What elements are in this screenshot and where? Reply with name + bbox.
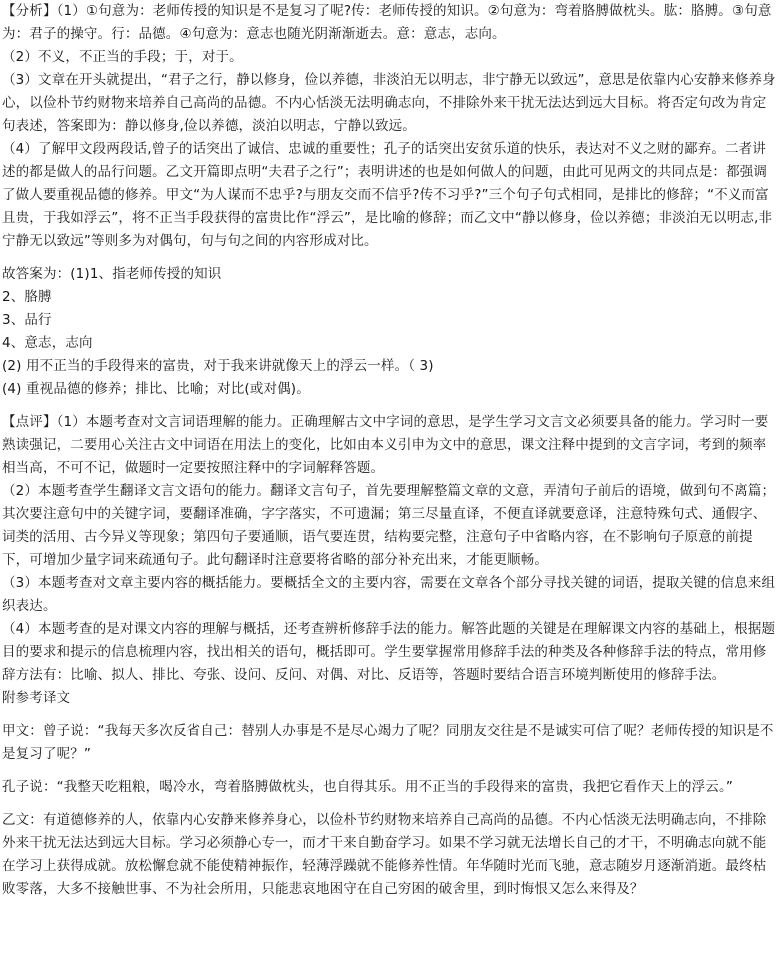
spacer (2, 710, 776, 720)
answer-line-6: (4) 重视品德的修养；排比、比喻；对比(或对偶)。 (2, 381, 310, 397)
analysis-section (2, 0, 776, 253)
answer-line-1: 故答案为：(1)1、指老师传授的知识 (2, 266, 222, 282)
answer-line-3: 3、品行 (2, 312, 52, 328)
answer-line-4: 4、意志，志向 (2, 335, 93, 351)
spacer (2, 799, 776, 809)
translation-paragraph-3: 乙文：有道德修养的人，依靠内心安静来修养身心，以俭朴节约财物来培养自己高尚的品德。不内心恬淡无法明确志向，不排除外来干扰无法达到远大目标。学习必须静心专一，而才干来自勤奋学习。如果不学习就无法增长自己的才干，不明确志向就不能在学习上获得成就。放松懈怠就不能使精神振作，轻薄浮躁就不能修养性情。年华随时光而飞驰，意志随岁月逐渐消逝。最终枯败零落，大多不接触世事、不为社会所用，只能悲哀地困守在自己穷困的破舍里，到时悔恨又怎么来得及？ (2, 812, 767, 897)
analysis-paragraph-3: （3）文章在开头就提出，“君子之行，静以修身，俭以养德，非淡泊无以明志，非宁静无以致远”，意思是依靠内心安静来修养身心，以俭朴节约财物来培养自己高尚的品德。不内心恬淡无法明确志向，不排除外来干扰无法达到远大目标。将否定句改为肯定句表述，答案即为：静以修身,俭以养德，淡泊以明志，宁静以致远。 (2, 72, 776, 134)
translation-paragraph-1: 甲文：曾子说：“我每天多次反省自己：替别人办事是不是尽心竭力了呢？同朋友交往是不是诚实可信了呢？老师传授的知识是不是复习了呢？” (2, 723, 774, 762)
analysis-paragraph-2: （2）不义，不正当的手段；于，对于。 (2, 49, 243, 65)
answer-line-2: 2、胳膊 (2, 289, 52, 305)
spacer (2, 401, 776, 411)
analysis-paragraph-4: （4）了解甲文段两段话,曾子的话突出了诚信、忠诚的重要性；孔子的话突出安贫乐道的快乐，表达对不义之财的鄙弃。二者讲述的都是做人的品行问题。乙文开篇即点明“夫君子之行”；表明讲述的也是如何做人的问题，由此可见两文的共同点是：都强调了做人要重视品德的修养。甲文“为人谋而不忠乎?与朋友交而不信乎?传不习乎?”三个句子句式相同，是排比的修辞；“不义而富且贵，于我如浮云”，将不正当手段获得的富贵比作“浮云”，是比喻的修辞；而乙文中“静以修身，俭以养德；非淡泊无以明志,非宁静无以致远”等则多为对偶句，句与句之间的内容形成对比。 (2, 141, 773, 249)
reference-translation-heading: 附参考译文 (2, 690, 71, 706)
comment-section (2, 411, 776, 710)
comment-paragraph-4: （4）本题考查的是对课文内容的理解与概括，还考查辨析修辞手法的能力。解答此题的关键是在理解课文内容的基础上，根据题目的要求和提示的信息梳理内容，找出相关的语句，概括即可。学生要掌握常用修辞手法的种类及各种修辞手法的特点，常用修辞方法有：比喻、拟人、排比、夸张、设问、反问、对偶、对比、反语等，答题时要结合语言环境判断使用的修辞手法。 (2, 621, 776, 683)
spacer (2, 766, 776, 776)
comment-paragraph-1: 【点评】（1）本题考查对文言词语理解的能力。正确理解古文中字词的意思，是学生学习文言文必须要具备的能力。学习时一要熟读强记，二要用心关注古文中词语在用法上的变化，比如由本义引申为文中的意思，课文注释中提到的文言字词，考到的频率相当高，不可不记，做题时一定要按照注释中的字词解释答题。 (2, 414, 769, 476)
comment-paragraph-3: （3）本题考查对文章主要内容的概括能力。要概括全文的主要内容，需要在文章各个部分寻找关键的词语，提取关键的信息来组织表达。 (2, 575, 776, 614)
translation-section (2, 720, 776, 901)
spacer (2, 253, 776, 263)
comment-paragraph-2: （2）本题考查学生翻译文言文语句的能力。翻译文言句子，首先要理解整篇文章的文意，弄清句子前后的语境，做到句不离篇；其次要注意句中的关键字词，要翻译准确，字字落实，不可遗漏；第三尽量直译，不便直译就要意译，注意特殊句式、通假字、词类的活用、古今异义等现象；第四句子要通顺，语气要连贯，结构要完整，注意句子中省略内容，在不影响句子原意的前提下，可增加少量字词来疏通句子。此句翻译时注意要将省略的部分补充出来，才能更顺畅。 (2, 483, 776, 568)
answers-section (2, 263, 776, 401)
analysis-paragraph-1: 【分析】（1）①句意为：老师传授的知识是不是复习了呢?传：老师传授的知识。②句意为：弯着胳膊做枕头。肱：胳膊。③句意为：君子的操守。行：品德。④句意为：意志也随光阴渐渐逝去。意：意志，志向。 (2, 3, 772, 42)
answer-line-5: (2) 用不正当的手段得来的富贵，对于我来讲就像天上的浮云一样。（ 3) (2, 358, 434, 374)
translation-paragraph-2: 孔子说：“我整天吃粗粮，喝冷水，弯着胳膊做枕头，也自得其乐。用不正当的手段得来的富贵，我把它看作天上的浮云。” (2, 779, 733, 795)
